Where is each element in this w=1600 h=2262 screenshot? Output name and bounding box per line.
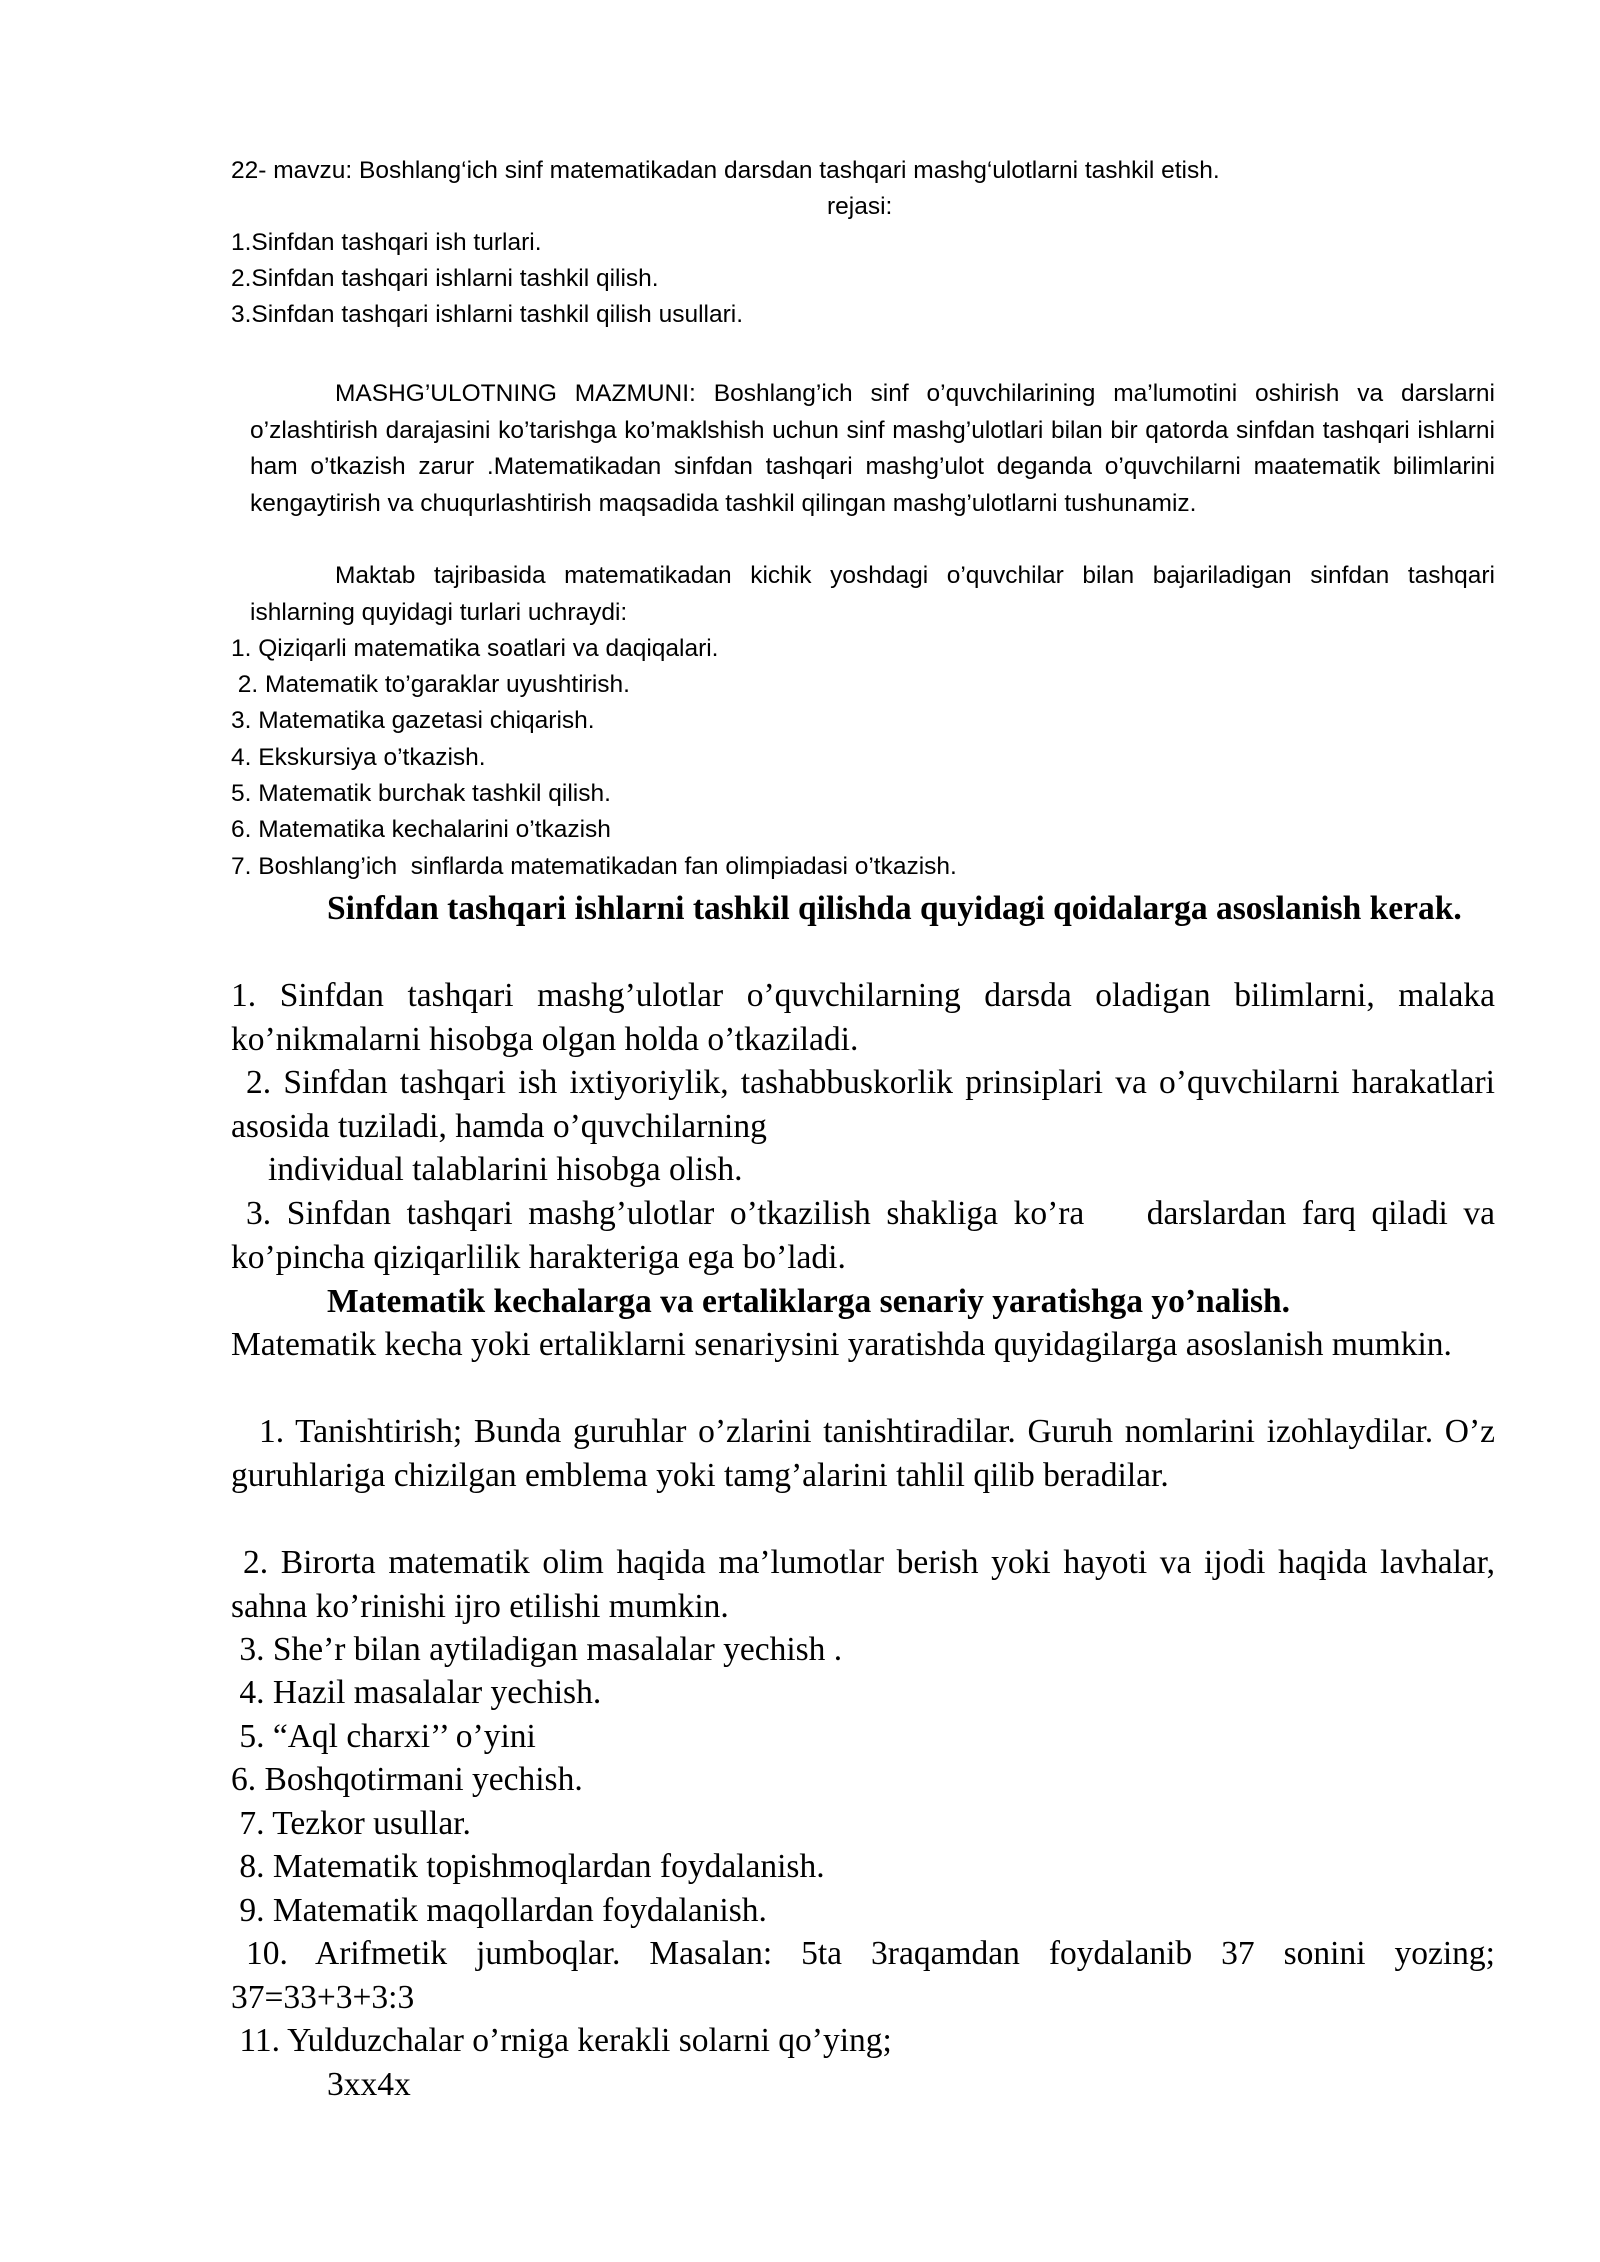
scenario-item: 6. Boshqotirmani yechish. (231, 1761, 583, 1798)
scenario-item: 9. Matematik maqollardan foydalanish. (231, 1892, 767, 1929)
section-heading: Matematik kechalarga va ertaliklarga senariy yaratishga yo’nalish. (327, 1283, 1291, 1320)
content-paragraph: Matematik kecha yoki ertaliklarni senariysini yaratishda quyidagilarga asoslanish mumkin. (231, 1326, 1452, 1363)
content-paragraph: MASHG’ULOTNING MAZMUNI: Boshlang’ich sinf o’quvchilarining ma’lumotini oshirish va darslarni o’zlashtirish darajasini ko’tarishga ko’maklshish uchun sinf mashg’ulotlari bilan bir qatorda sinfdan tashqari ishlarni ham o’tkazish zarur .Matematikadan sinfdan tashqari mashg’ulot deganda o’quvchilarni maatematik bilimlarini kengaytirish va chuqurlashtirish maqsadida tashkil qilingan mashg’ulotlarni tushunamiz. (250, 380, 1495, 517)
list-item: 5. Matematik burchak tashkil qilish. (231, 780, 611, 807)
scenario-item: 5. “Aql charxi’’ o’yini (231, 1718, 536, 1755)
rule-item: individual talablarini hisobga olish. (268, 1151, 743, 1188)
topic-title: 22- mavzu: Boshlang‘ich sinf matematikadan darsdan tashqari mashg‘ulotlarni tashkil etish. (231, 157, 1220, 184)
scenario-item: 4. Hazil masalalar yechish. (231, 1674, 602, 1711)
scenario-item: 10. Arifmetik jumboqlar. Masalan: 5ta 3raqamdan foydalanib 37 sonini yozing; 37=33+3+3:3 (231, 1935, 1495, 2016)
list-item: 6. Matematika kechalarini o’tkazish (231, 816, 611, 843)
scenario-item: 7. Tezkor usullar. (231, 1805, 471, 1842)
list-item: 1. Qiziqarli matematika soatlari va daqiqalari. (231, 635, 719, 662)
scenario-item: 3xx4x (327, 2066, 411, 2103)
scenario-item: 3. She’r bilan aytiladigan masalalar yechish . (231, 1631, 843, 1668)
scenario-item: 1. Tanishtirish; Bunda guruhlar o’zlarini tanishtiradilar. Guruh nomlarini izohlaydilar. O’z guruhlariga chizilgan emblema yoki tamg’alarini tahlil qilib beradilar. (231, 1413, 1495, 1494)
list-item: 4. Ekskursiya o’tkazish. (231, 744, 486, 771)
list-item: 3. Matematika gazetasi chiqarish. (231, 707, 595, 734)
plan-item: 3.Sinfdan tashqari ishlarni tashkil qilish usullari. (231, 301, 744, 328)
scenario-item: 2. Birorta matematik olim haqida ma’lumotlar berish yoki hayoti va ijodi haqida lavhalar, sahna ko’rinishi ijro etilishi mumkin. (231, 1544, 1495, 1625)
rule-item: 1. Sinfdan tashqari mashg’ulotlar o’quvchilarning darsda oladigan bilimlarni, malaka ko’nikmalarni hisobga olgan holda o’tkaziladi. (231, 977, 1495, 1058)
scenario-item: 8. Matematik topishmoqlardan foydalanish. (231, 1848, 825, 1885)
plan-item: 2.Sinfdan tashqari ishlarni tashkil qilish. (231, 265, 659, 292)
list-item: 2. Matematik to’garaklar uyushtirish. (231, 671, 630, 698)
plan-item: 1.Sinfdan tashqari ish turlari. (231, 229, 542, 256)
content-paragraph: Maktab tajribasida matematikadan kichik yoshdagi o’quvchilar bilan bajariladigan sinfdan tashqari ishlarning quyidagi turlari uchraydi: (250, 562, 1495, 626)
scenario-item: 11. Yulduzchalar o’rniga kerakli solarni qo’ying; (231, 2022, 892, 2059)
rule-item: 3. Sinfdan tashqari mashg’ulotlar o’tkazilish shakliga ko’ra darslardan farq qiladi va ko’pincha qiziqarlilik harakteriga ega bo’ladi. (231, 1195, 1504, 1276)
plan-label: rejasi: (827, 193, 893, 220)
section-heading: Sinfdan tashqari ishlarni tashkil qilishda quyidagi qoidalarga asoslanish kerak. (327, 890, 1462, 927)
rule-item: 2. Sinfdan tashqari ish ixtiyoriylik, tashabbuskorlik prinsiplari va o’quvchilarni harakatlari asosida tuziladi, hamda o’quvchilarning (231, 1064, 1495, 1145)
list-item: 7. Boshlang’ich sinflarda matematikadan fan olimpiadasi o’tkazish. (231, 853, 957, 880)
